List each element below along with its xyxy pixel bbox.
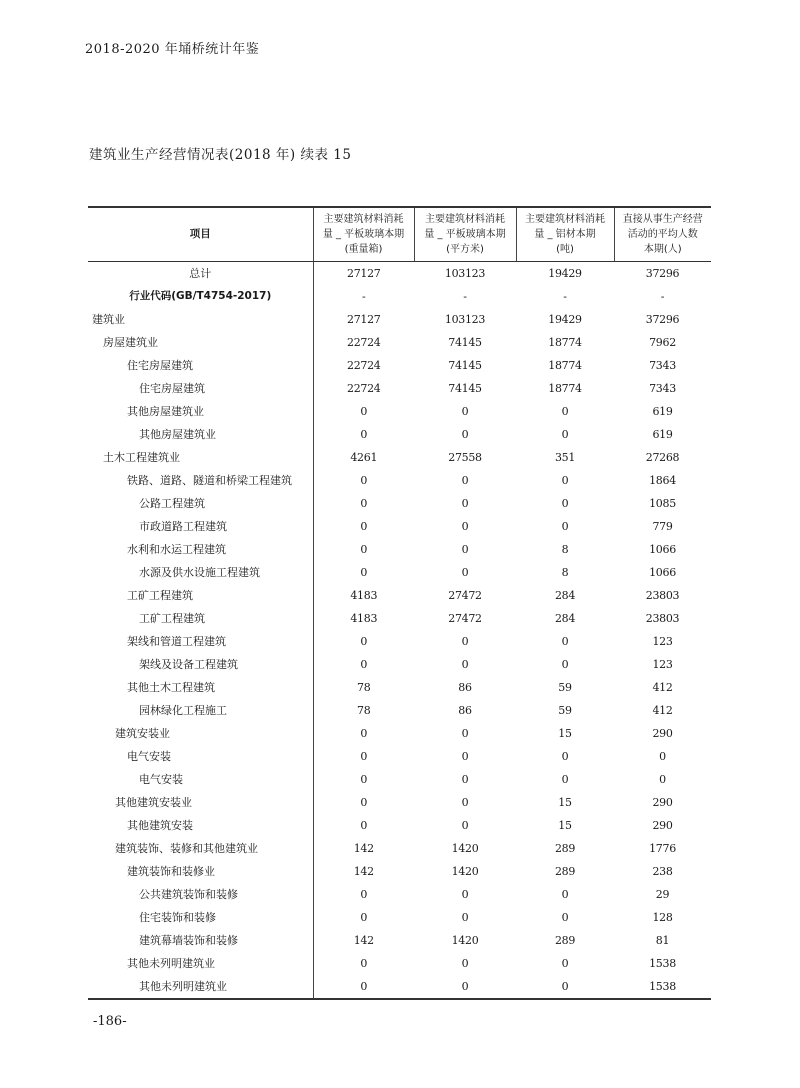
cell-value: 0	[561, 635, 569, 648]
cell-value: 22724	[313, 377, 414, 400]
row-label: 建筑装饰、装修和其他建筑业	[115, 842, 258, 855]
cell-value: 8	[561, 543, 569, 556]
table-row	[88, 630, 711, 653]
cell-value: 290	[652, 727, 673, 740]
cell-value: 23803	[645, 589, 680, 602]
cell-value: 27472	[448, 612, 482, 625]
cell-value: 37296	[645, 313, 680, 326]
cell-value: 74145	[448, 336, 482, 349]
row-label: 水源及供水设施工程建筑	[139, 566, 260, 579]
cell-value: 0	[659, 773, 666, 786]
table-row	[88, 377, 711, 400]
cell-value: 27127	[313, 308, 414, 331]
cell-value: 59	[558, 704, 572, 717]
cell-value: 19429	[548, 267, 582, 280]
cell-value: 0	[313, 722, 414, 745]
cell-value: 290	[652, 819, 673, 832]
table-row	[88, 423, 711, 446]
row-label: 其他建筑安装	[127, 819, 193, 832]
cell-value: -	[313, 285, 414, 308]
cell-value: 0	[313, 515, 414, 538]
cell-value: 0	[461, 957, 469, 970]
cell-value: 289	[554, 934, 576, 947]
column-header-line: 直接从事生产经营	[622, 214, 703, 225]
cell-value: 0	[313, 975, 414, 999]
cell-value: 27127	[313, 262, 414, 286]
column-header-line: 主要建筑材料消耗	[525, 214, 605, 225]
cell-value: 0	[561, 658, 569, 671]
row-label: 建筑业	[92, 313, 125, 326]
cell-value: 0	[561, 888, 569, 901]
column-header-line: 量 _ 平板玻璃本期	[322, 229, 405, 240]
row-label: 其他土木工程建筑	[127, 681, 215, 694]
cell-value: 0	[461, 888, 469, 901]
cell-value: 412	[652, 681, 673, 694]
cell-value: 0	[313, 814, 414, 837]
column-header-line: 量 _ 铝材本期	[534, 229, 596, 240]
table-row	[88, 837, 711, 860]
cell-value: 284	[554, 589, 576, 602]
row-label: 行业代码(GB/T4754-2017)	[129, 290, 272, 302]
table-row	[88, 285, 711, 308]
cell-value: 1420	[451, 842, 479, 855]
cell-value: 290	[652, 796, 673, 809]
column-header	[614, 207, 711, 262]
cell-value: 4261	[313, 446, 414, 469]
cell-value: 74145	[448, 382, 482, 395]
cell-value: 0	[561, 980, 569, 993]
cell-value: 0	[561, 474, 569, 487]
table-row	[88, 906, 711, 929]
column-header-line: (重量箱)	[344, 244, 383, 255]
row-label: 架线和管道工程建筑	[127, 635, 226, 648]
cell-value: 0	[313, 653, 414, 676]
table-row	[88, 331, 711, 354]
cell-value: 103123	[444, 267, 486, 280]
table-row	[88, 469, 711, 492]
table-row	[88, 791, 711, 814]
column-header-line: (平方米)	[446, 244, 484, 255]
table-body	[88, 262, 711, 1000]
column-header-line: 本期(人)	[643, 244, 682, 255]
cell-value: 289	[554, 842, 576, 855]
row-label: 公共建筑装饰和装修	[139, 888, 238, 901]
cell-value: 0	[313, 492, 414, 515]
cell-value: 0	[313, 791, 414, 814]
cell-value: 284	[554, 612, 576, 625]
row-label: 铁路、道路、隧道和桥梁工程建筑	[127, 474, 292, 487]
cell-value: 0	[561, 405, 569, 418]
cell-value: 1776	[649, 842, 676, 855]
row-label: 公路工程建筑	[139, 497, 205, 510]
cell-value: 59	[558, 681, 572, 694]
statistics-table	[88, 206, 711, 1000]
cell-value: 0	[461, 520, 469, 533]
cell-value: 27558	[448, 451, 482, 464]
cell-value: 1864	[649, 474, 676, 487]
table-row	[88, 607, 711, 630]
cell-value: 0	[659, 750, 666, 763]
cell-value: 103123	[444, 313, 486, 326]
table-row	[88, 699, 711, 722]
row-label: 其他建筑安装业	[115, 796, 192, 809]
column-header-item	[88, 207, 313, 262]
cell-value: 0	[561, 773, 569, 786]
cell-value: 18774	[548, 359, 582, 372]
column-header-line: 量 _ 平板玻璃本期	[424, 229, 506, 240]
cell-value: 128	[652, 911, 673, 924]
table-title: 建筑业生产经营情况表(2018 年) 续表 15	[89, 147, 352, 163]
cell-value: 1420	[451, 865, 479, 878]
cell-value: 27472	[448, 589, 482, 602]
row-label: 电气安装	[127, 750, 171, 763]
cell-value: 0	[461, 566, 469, 579]
table-row	[88, 262, 711, 286]
row-label: 住宅房屋建筑	[139, 382, 205, 395]
cell-value: 0	[461, 474, 469, 487]
cell-value: 78	[313, 699, 414, 722]
row-label: 房屋建筑业	[103, 336, 158, 349]
cell-value: 0	[461, 405, 469, 418]
cell-value: 0	[461, 796, 469, 809]
running-head: 2018-2020 年埇桥统计年鉴	[85, 42, 260, 57]
table-row	[88, 745, 711, 768]
cell-value: 1538	[649, 957, 676, 970]
cell-value: 86	[458, 704, 472, 717]
column-header-line: 主要建筑材料消耗	[323, 214, 404, 225]
column-header	[414, 207, 516, 262]
cell-value: 37296	[645, 267, 680, 280]
cell-value: 18774	[548, 336, 582, 349]
cell-value: 18774	[548, 382, 582, 395]
column-header	[516, 207, 614, 262]
cell-value: 0	[313, 561, 414, 584]
cell-value: 0	[313, 883, 414, 906]
row-label: 建筑装饰和装修业	[127, 865, 215, 878]
cell-value: 7962	[649, 336, 676, 349]
row-label: 水利和水运工程建筑	[127, 543, 226, 556]
cell-value: 619	[652, 405, 673, 418]
cell-value: 0	[561, 750, 569, 763]
cell-value: 1085	[649, 497, 676, 510]
row-label: 建筑安装业	[115, 727, 170, 740]
table-row	[88, 492, 711, 515]
table-row	[88, 676, 711, 699]
row-label: 其他房屋建筑业	[139, 428, 216, 441]
row-label: 架线及设备工程建筑	[139, 658, 238, 671]
cell-value: 0	[561, 428, 569, 441]
cell-value: 779	[652, 520, 673, 533]
cell-value: 0	[461, 911, 469, 924]
cell-value: 86	[458, 681, 472, 694]
cell-value: 123	[652, 658, 673, 671]
table-row	[88, 722, 711, 745]
row-label: 其他未列明建筑业	[127, 957, 215, 970]
cell-value: 15	[558, 727, 572, 740]
row-label: 总计	[189, 267, 212, 280]
table-row	[88, 561, 711, 584]
cell-value: 29	[655, 888, 670, 901]
table-row	[88, 975, 711, 999]
cell-value: 22724	[313, 354, 414, 377]
row-label: 工矿工程建筑	[139, 612, 205, 625]
cell-value: 1066	[649, 566, 676, 579]
cell-value: 0	[461, 428, 469, 441]
cell-value: 412	[652, 704, 673, 717]
table-row	[88, 768, 711, 791]
cell-value: 0	[313, 400, 414, 423]
column-header-line: 活动的平均人数	[627, 229, 698, 240]
cell-value: 123	[652, 635, 673, 648]
table-row	[88, 446, 711, 469]
cell-value: 74145	[448, 359, 482, 372]
cell-value: 142	[313, 837, 414, 860]
table-header	[88, 207, 711, 262]
cell-value: 351	[554, 451, 576, 464]
cell-value: 1420	[451, 934, 479, 947]
cell-value: 289	[554, 865, 576, 878]
cell-value: 0	[561, 911, 569, 924]
cell-value: 0	[461, 658, 469, 671]
row-label: 住宅房屋建筑	[127, 359, 193, 372]
cell-value: 619	[652, 428, 673, 441]
cell-value: 0	[313, 538, 414, 561]
cell-value: 0	[461, 750, 469, 763]
column-header-line: 主要建筑材料消耗	[425, 214, 505, 225]
table-row	[88, 538, 711, 561]
cell-value: 0	[461, 497, 469, 510]
cell-value: 0	[313, 768, 414, 791]
row-label: 工矿工程建筑	[127, 589, 193, 602]
table-row	[88, 354, 711, 377]
cell-value: 4183	[313, 584, 414, 607]
page-number: -186-	[93, 1014, 127, 1029]
cell-value: 142	[313, 929, 414, 952]
cell-value: 0	[461, 819, 469, 832]
row-label: 土木工程建筑业	[103, 451, 180, 464]
row-label: 建筑幕墙装饰和装修	[139, 934, 238, 947]
row-label: 市政道路工程建筑	[139, 520, 227, 533]
header-row	[88, 207, 711, 262]
table-row	[88, 584, 711, 607]
table-row	[88, 883, 711, 906]
row-label: 电气安装	[139, 773, 183, 786]
cell-value: 78	[313, 676, 414, 699]
cell-value: 22724	[313, 331, 414, 354]
row-label: 园林绿化工程施工	[139, 704, 227, 717]
cell-value: 142	[313, 860, 414, 883]
row-label: 其他房屋建筑业	[127, 405, 204, 418]
table-row	[88, 814, 711, 837]
cell-value: 1538	[649, 980, 676, 993]
cell-value: 0	[461, 635, 469, 648]
cell-value: 0	[561, 497, 569, 510]
table-row	[88, 860, 711, 883]
table-row	[88, 308, 711, 331]
cell-value: 23803	[645, 612, 680, 625]
cell-value: 0	[461, 773, 469, 786]
table-row	[88, 653, 711, 676]
table-row	[88, 515, 711, 538]
row-label: 其他未列明建筑业	[139, 980, 227, 993]
cell-value: 0	[313, 630, 414, 653]
cell-value: 0	[313, 745, 414, 768]
cell-value: 0	[313, 423, 414, 446]
cell-value: 0	[461, 543, 469, 556]
cell-value: 238	[652, 865, 673, 878]
cell-value: 15	[558, 796, 572, 809]
cell-value: 0	[461, 980, 469, 993]
cell-value: -	[660, 290, 665, 303]
cell-value: 7343	[649, 382, 676, 395]
column-header	[313, 207, 414, 262]
cell-value: 0	[313, 952, 414, 975]
cell-value: 1066	[649, 543, 676, 556]
table-row	[88, 929, 711, 952]
column-header-line: (吨)	[556, 244, 574, 255]
table-row	[88, 952, 711, 975]
cell-value: 0	[313, 469, 414, 492]
cell-value: 7343	[649, 359, 676, 372]
cell-value: -	[563, 290, 567, 303]
column-header-line: 项目	[189, 228, 211, 240]
row-label: 住宅装饰和装修	[139, 911, 216, 924]
cell-value: 81	[655, 934, 670, 947]
cell-value: 0	[561, 957, 569, 970]
cell-value: -	[463, 290, 467, 303]
cell-value: 4183	[313, 607, 414, 630]
table-row	[88, 400, 711, 423]
cell-value: 0	[561, 520, 569, 533]
cell-value: 8	[561, 566, 569, 579]
cell-value: 0	[313, 906, 414, 929]
cell-value: 0	[461, 727, 469, 740]
cell-value: 27268	[645, 451, 680, 464]
cell-value: 19429	[548, 313, 582, 326]
cell-value: 15	[558, 819, 572, 832]
